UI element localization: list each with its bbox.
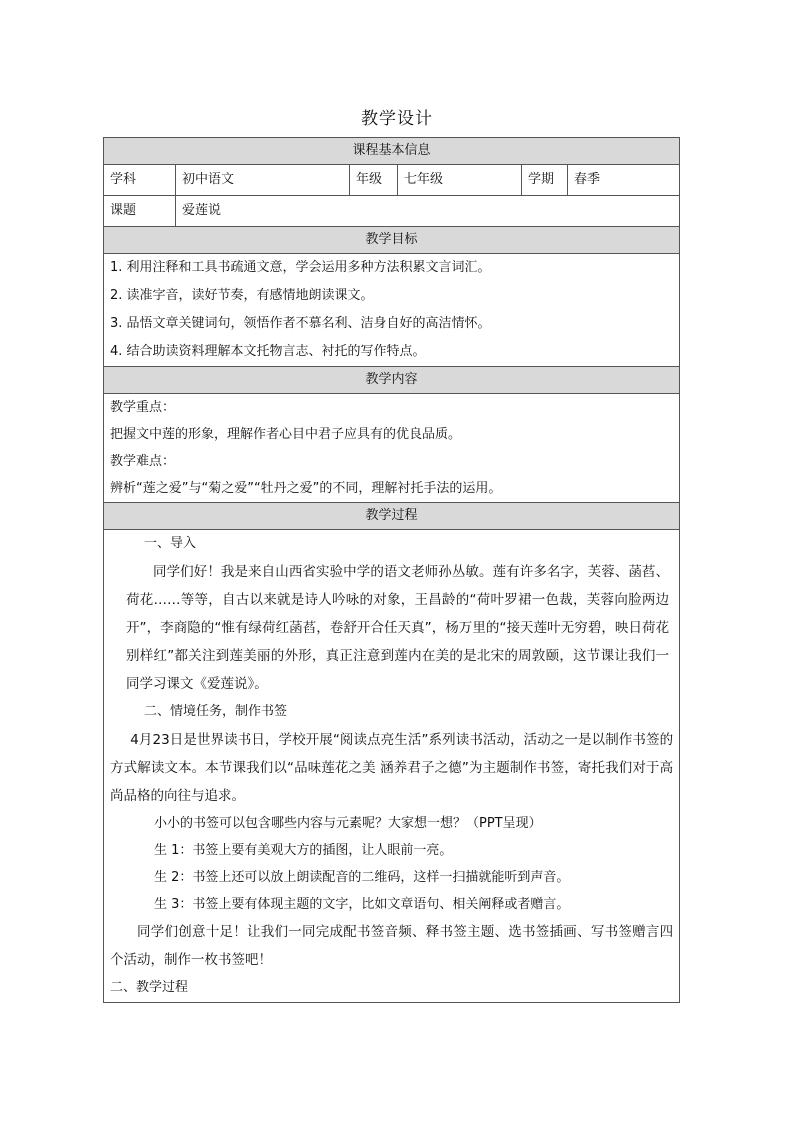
- document-title: 教学设计: [361, 109, 433, 129]
- task-heading: 二、情境任务，制作书签: [144, 704, 288, 719]
- intro-heading: 一、导入: [144, 536, 197, 551]
- term-value: 春季: [568, 165, 680, 196]
- key-point-text: 把握文中莲的形象，理解作者心目中君子应具有的优良品质。: [110, 427, 462, 442]
- question-line: 小小的书签可以包含哪些内容与元素呢？大家想一想？（PPT呈现）: [154, 816, 542, 831]
- process-subheading: 二、教学过程: [110, 980, 189, 995]
- difficulty-label: 教学难点：: [110, 454, 176, 469]
- goals-header: 教学目标: [104, 227, 680, 254]
- goals-list: [104, 254, 680, 367]
- grade-label: 年级: [350, 165, 398, 196]
- grade-value: 七年级: [398, 165, 522, 196]
- closing-paragraph: 同学们创意十足！让我们一同完成配书签音频、释书签主题、选书签插画、写书签赠言四个活动，制作一枚书签吧！: [110, 924, 674, 968]
- term-label: 学期: [522, 165, 568, 196]
- topic-value: 爱莲说: [176, 196, 680, 227]
- goal-item: 4. 结合助读资料理解本文托物言志、衬托的写作特点。: [110, 344, 426, 359]
- key-point-label: 教学重点：: [110, 400, 176, 415]
- content-header: 教学内容: [104, 367, 680, 394]
- student-answer-2: 生 2：书签上还可以放上朗读配音的二维码，这样一扫描就能听到声音。: [154, 870, 570, 885]
- goal-item: 1. 利用注释和工具书疏通文意，学会运用多种方法积累文言词汇。: [110, 260, 491, 275]
- student-answer-1: 生 1：书签上要有美观大方的插图，让人眼前一亮。: [154, 843, 453, 858]
- student-answer-3: 生 3：书签上要有体现主题的文字，比如文章语句、相关阐释或者赠言。: [154, 897, 570, 912]
- subject-value: 初中语文: [176, 165, 350, 196]
- goal-item: 2. 读准字音，读好节奏，有感情地朗读课文。: [110, 288, 374, 303]
- subject-label: 学科: [104, 165, 176, 196]
- lesson-plan-table: [103, 137, 680, 1003]
- task-paragraph: 4月23日是世界读书日，学校开展“阅读点亮生活”系列读书活动，活动之一是以制作书签的方式解读文本。本节课我们以“品味莲花之美 涵养君子之德”为主题制作书签，寄托我们对于高尚品格的向往与追求。: [110, 732, 674, 804]
- intro-paragraph: 同学们好！我是来自山西省实验中学的语文老师孙丛敏。莲有许多名字，芙蓉、菡萏、荷花……等等，自古以来就是诗人吟咏的对象，王昌龄的“荷叶罗裙一色裁，芙蓉向脸两边开”，李商隐的“惟有绿荷红菡萏，卷舒开合任天真”，杨万里的“接天莲叶无穷碧，映日荷花别样红”都关注到莲美丽的外形，真正注意到莲内在美的是北宋的周敦颐，这节课让我们一同学习课文《爱莲说》。: [126, 564, 670, 692]
- content-body: [104, 394, 680, 503]
- process-header: 教学过程: [104, 503, 680, 530]
- difficulty-text: 辨析“莲之爱”与“菊之爱”“牡丹之爱”的不同，理解衬托手法的运用。: [110, 481, 502, 496]
- basic-info-header: 课程基本信息: [104, 138, 680, 165]
- process-body: [104, 530, 680, 1003]
- goal-item: 3. 品悟文章关键词句，领悟作者不慕名利、洁身自好的高洁情怀。: [110, 316, 491, 331]
- topic-label: 课题: [104, 196, 176, 227]
